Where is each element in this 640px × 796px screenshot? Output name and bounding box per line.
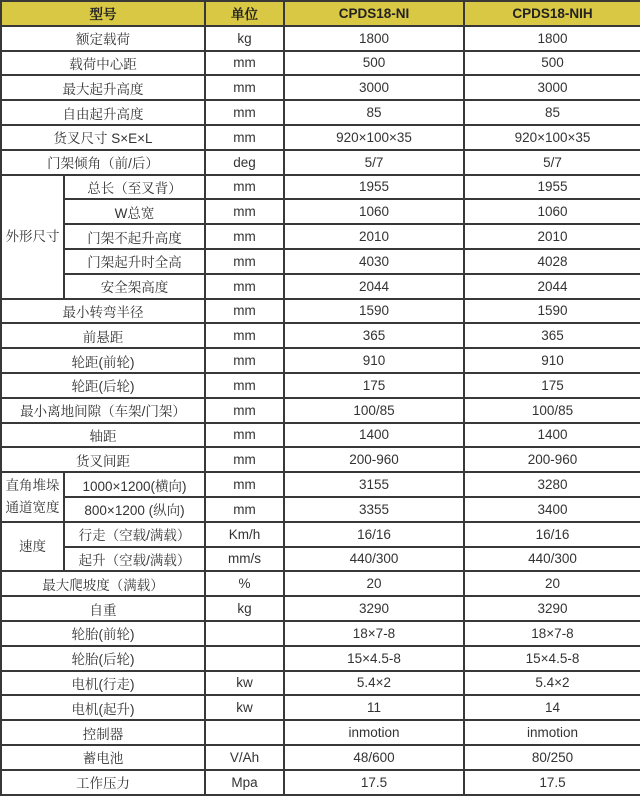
row-value-model2: 5/7 [464,150,640,175]
row-value-model1: 11 [284,695,464,720]
table-row [1,646,640,671]
row-unit: mm [205,224,284,249]
row-unit: kw [205,695,284,720]
row-value-model1: 1060 [284,199,464,224]
row-value-model2: 3280 [464,472,640,497]
row-value-model2: inmotion [464,720,640,745]
row-value-model1: 920×100×35 [284,125,464,150]
row-value-model1: 2044 [284,274,464,299]
row-value-model2: 4028 [464,249,640,274]
row-unit: deg [205,150,284,175]
row-label: 最小转弯半径 [1,299,205,324]
table-row [1,596,640,621]
row-value-model1: 48/600 [284,745,464,770]
row-unit: mm [205,398,284,423]
row-value-model1: 3355 [284,497,464,522]
row-unit: mm [205,249,284,274]
row-value-model1: 15×4.5-8 [284,646,464,671]
group-label-dimensions: 外形尺寸 [1,175,64,299]
table-row [1,571,640,596]
row-label: 货叉间距 [1,447,205,472]
row-value-model2: 2044 [464,274,640,299]
row-unit: mm [205,447,284,472]
row-value-model1: 2010 [284,224,464,249]
table-row [1,472,640,497]
row-value-model1: 16/16 [284,522,464,547]
row-value-model1: 17.5 [284,770,464,795]
row-label: 蓄电池 [1,745,205,770]
row-label: 自重 [1,596,205,621]
row-value-model1: 1800 [284,26,464,51]
row-unit: mm [205,75,284,100]
table-row [1,497,640,522]
row-unit: Km/h [205,522,284,547]
row-value-model1: 4030 [284,249,464,274]
table-row [1,522,640,547]
row-value-model2: 910 [464,348,640,373]
row-unit: kw [205,671,284,696]
row-value-model2: 500 [464,51,640,76]
table-row [1,547,640,572]
row-value-model2: 14 [464,695,640,720]
row-value-model1: 3290 [284,596,464,621]
row-value-model1: 365 [284,323,464,348]
row-unit: mm [205,125,284,150]
table-row [1,150,640,175]
table-row [1,274,640,299]
row-value-model1: 18×7-8 [284,621,464,646]
row-unit: V/Ah [205,745,284,770]
row-value-model2: 365 [464,323,640,348]
row-unit: mm [205,323,284,348]
row-value-model2: 3400 [464,497,640,522]
row-label: 额定载荷 [1,26,205,51]
row-label: 总长（至叉背） [64,175,205,200]
table-row [1,423,640,448]
row-unit: % [205,571,284,596]
table-row [1,125,640,150]
row-label: W总宽 [64,199,205,224]
group-label-stacking-aisle: 直角堆垛通道宽度 [1,472,64,522]
row-value-model1: 500 [284,51,464,76]
row-value-model2: 440/300 [464,547,640,572]
row-value-model1: 85 [284,100,464,125]
header-unit-col: 单位 [205,1,284,26]
table-row [1,770,640,795]
row-unit [205,621,284,646]
table-row [1,175,640,200]
row-value-model2: 15×4.5-8 [464,646,640,671]
row-unit: mm [205,472,284,497]
row-value-model2: 17.5 [464,770,640,795]
row-label: 轴距 [1,423,205,448]
table-header-row [1,1,640,26]
row-unit: kg [205,596,284,621]
row-label: 最大爬坡度（满载） [1,571,205,596]
table-row [1,398,640,423]
row-value-model1: 1955 [284,175,464,200]
row-label: 安全架高度 [64,274,205,299]
row-value-model1: 910 [284,348,464,373]
row-label: 工作压力 [1,770,205,795]
row-value-model1: 1590 [284,299,464,324]
row-unit: mm [205,51,284,76]
row-unit: mm [205,348,284,373]
row-label: 电机(行走) [1,671,205,696]
row-value-model1: 5/7 [284,150,464,175]
row-value-model2: 1400 [464,423,640,448]
header-model1: CPDS18-NI [284,1,464,26]
row-label: 控制器 [1,720,205,745]
row-value-model1: inmotion [284,720,464,745]
row-label: 门架倾角（前/后） [1,150,205,175]
row-label: 轮距(后轮) [1,373,205,398]
row-value-model1: 100/85 [284,398,464,423]
row-unit [205,720,284,745]
row-value-model2: 2010 [464,224,640,249]
row-unit [205,646,284,671]
row-value-model2: 1800 [464,26,640,51]
row-value-model2: 1590 [464,299,640,324]
row-unit: mm [205,274,284,299]
group-label-speed: 速度 [1,522,64,572]
row-label: 轮胎(前轮) [1,621,205,646]
row-value-model2: 1060 [464,199,640,224]
row-value-model2: 920×100×35 [464,125,640,150]
row-label: 最大起升高度 [1,75,205,100]
row-value-model2: 16/16 [464,522,640,547]
row-value-model1: 200-960 [284,447,464,472]
row-unit: mm [205,497,284,522]
row-value-model1: 440/300 [284,547,464,572]
table-row [1,720,640,745]
row-value-model2: 175 [464,373,640,398]
row-value-model2: 3290 [464,596,640,621]
row-label: 货叉尺寸 S×E×L [1,125,205,150]
row-value-model1: 175 [284,373,464,398]
row-value-model2: 100/85 [464,398,640,423]
row-label: 门架不起升高度 [64,224,205,249]
row-value-model2: 3000 [464,75,640,100]
row-label: 前悬距 [1,323,205,348]
table-row [1,671,640,696]
table-row [1,51,640,76]
row-value-model2: 85 [464,100,640,125]
row-value-model1: 20 [284,571,464,596]
row-value-model2: 5.4×2 [464,671,640,696]
row-unit: mm [205,299,284,324]
row-value-model1: 3000 [284,75,464,100]
table-row [1,348,640,373]
row-unit: mm [205,423,284,448]
row-value-model1: 1400 [284,423,464,448]
row-value-model2: 1955 [464,175,640,200]
row-value-model2: 200-960 [464,447,640,472]
row-label: 最小离地间隙（车架/门架） [1,398,205,423]
header-model2: CPDS18-NIH [464,1,640,26]
row-unit: mm [205,100,284,125]
row-label: 轮胎(后轮) [1,646,205,671]
table-row [1,745,640,770]
row-unit: mm/s [205,547,284,572]
row-label: 轮距(前轮) [1,348,205,373]
row-value-model1: 5.4×2 [284,671,464,696]
table-row [1,373,640,398]
row-label: 电机(起升) [1,695,205,720]
row-unit: mm [205,199,284,224]
table-row [1,100,640,125]
table-row [1,249,640,274]
table-row [1,695,640,720]
row-unit: mm [205,373,284,398]
row-label: 载荷中心距 [1,51,205,76]
row-value-model2: 20 [464,571,640,596]
row-label: 行走（空载/满载） [64,522,205,547]
row-unit: kg [205,26,284,51]
header-model-col: 型号 [1,1,205,26]
row-label: 1000×1200(横向) [64,472,205,497]
table-row [1,299,640,324]
row-label: 800×1200 (纵向) [64,497,205,522]
row-unit: Mpa [205,770,284,795]
row-unit: mm [205,175,284,200]
table-row [1,323,640,348]
table-row [1,621,640,646]
table-row [1,26,640,51]
row-label: 起升（空载/满载） [64,547,205,572]
row-value-model1: 3155 [284,472,464,497]
row-value-model2: 80/250 [464,745,640,770]
table-row [1,75,640,100]
row-value-model2: 18×7-8 [464,621,640,646]
table-row [1,447,640,472]
table-row [1,224,640,249]
row-label: 自由起升高度 [1,100,205,125]
row-label: 门架起升时全高 [64,249,205,274]
table-row [1,199,640,224]
